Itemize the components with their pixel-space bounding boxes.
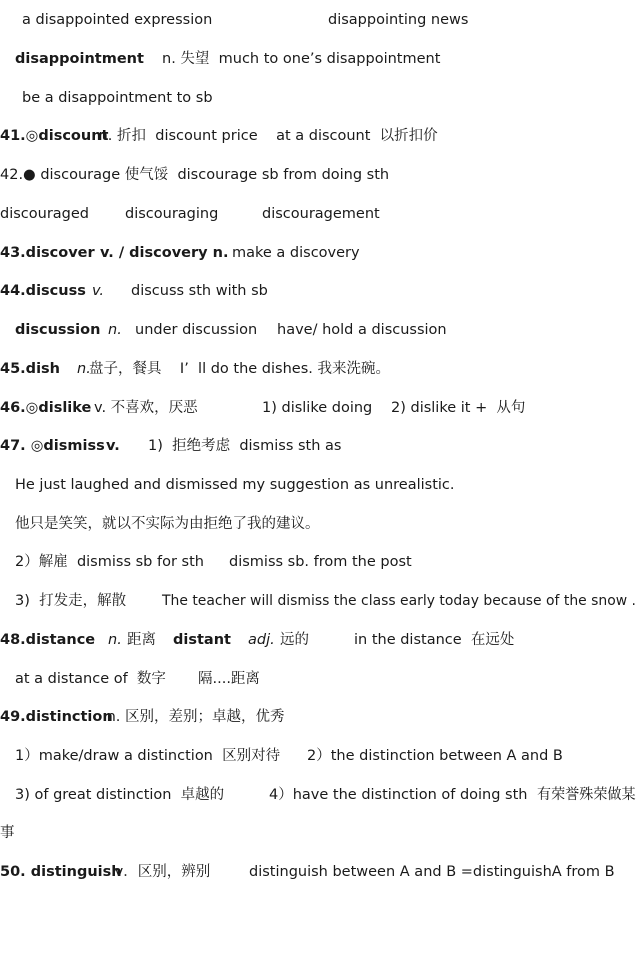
headword: 46.◎dislike <box>0 400 92 416</box>
definition: 远的 <box>280 632 309 648</box>
definition: 盘子，餐具 I’ ll do the dishes. 我来洗碗。 <box>89 361 390 377</box>
distinction-usage-2 <box>0 785 640 805</box>
entry-43 <box>0 243 640 263</box>
distinction-usage-1 <box>0 746 640 766</box>
phrase: 隔....距离 <box>198 671 260 687</box>
headword: 49.distinction <box>0 709 113 725</box>
usage: 2）解雇 dismiss sb for sth <box>15 554 204 570</box>
definition: v．区别，辨别 <box>110 864 211 880</box>
usage: 2) dislike it + 从句 <box>391 400 526 416</box>
headword: 43.discover <box>0 245 95 261</box>
entry-47 <box>0 436 640 456</box>
entry-49 <box>0 707 640 727</box>
sentence: He just laughed and dismissed my suggestion as unrealistic. <box>15 477 455 493</box>
dismiss-sense-2 <box>0 552 640 572</box>
usage: 3) of great distinction 卓越的 <box>15 787 225 803</box>
phrase: have/ hold a discussion <box>277 322 447 338</box>
line-discussion <box>0 320 640 340</box>
usage: 有荣誉殊荣做某 <box>537 787 636 803</box>
usage: dismiss sb. from the post <box>229 554 412 570</box>
line-disappointed <box>0 10 640 30</box>
dismiss-sense-3 <box>0 591 640 611</box>
part-of-speech: v. / discovery n. <box>100 245 229 261</box>
phrase: disappointing news <box>328 12 469 28</box>
example-sentence <box>0 475 640 495</box>
phrase: under discussion <box>135 322 258 338</box>
usage: 1) 拒绝考虑 dismiss sth as <box>148 438 342 454</box>
entry-42 <box>0 165 640 185</box>
headword: 45.dish <box>0 361 60 377</box>
headword: 48.distance <box>0 632 96 648</box>
usage: 事 <box>0 825 15 841</box>
usage: 1）make/draw a distinction 区别对待 <box>15 748 281 764</box>
part-of-speech: adj. <box>248 632 275 648</box>
phrase: make a discovery <box>232 245 360 261</box>
entry-46 <box>0 398 640 418</box>
part-of-speech: n. <box>77 361 91 377</box>
entry-41 <box>0 126 640 146</box>
headword: disappointment <box>15 51 144 67</box>
sentence: The teacher will dismiss the class early today because of the snow . <box>162 593 636 609</box>
definition: n. 折扣 discount price at a discount 以折扣价 <box>94 128 438 144</box>
headword: discussion <box>15 322 101 338</box>
entry-44 <box>0 281 640 301</box>
phrase: in the distance 在远处 <box>354 632 515 648</box>
usage: distinguish between A and B =distinguishA from B <box>249 864 615 880</box>
headword: 41.◎discount <box>0 128 109 144</box>
phrase: at a distance of 数字 <box>15 671 166 687</box>
distance-phrase <box>0 669 640 689</box>
part-of-speech: v. <box>92 283 105 299</box>
definition: n. 区别，差别；卓越，优秀 <box>102 709 285 725</box>
line-disappointment <box>0 49 640 69</box>
phrase: be a disappointment to sb <box>22 90 213 106</box>
usage: 3) 打发走，解散 <box>15 593 127 609</box>
part-of-speech: n. <box>108 632 122 648</box>
line-discourage-forms <box>0 204 640 224</box>
entry-45 <box>0 359 640 379</box>
word-form: discouraging <box>125 206 219 222</box>
line-disappointment-phrase <box>0 88 640 108</box>
entry-48 <box>0 630 640 650</box>
word-form: discouraged <box>0 206 89 222</box>
headword-line: 42.● discourage 使气馁 discourage sb from doing sth <box>0 167 390 183</box>
example-translation <box>0 514 640 534</box>
distinction-usage-2-wrap <box>0 823 640 843</box>
sentence: 他只是笑笑，就以不实际为由拒绝了我的建议。 <box>15 516 320 532</box>
entry-50 <box>0 862 640 882</box>
definition: 距离 <box>127 632 156 648</box>
part-of-speech: n. <box>108 322 122 338</box>
phrase: a disappointed expression <box>22 12 213 28</box>
phrase: discuss sth with sb <box>131 283 268 299</box>
headword: distant <box>173 632 231 648</box>
part-of-speech: v. <box>106 438 120 454</box>
headword: 47. ◎dismiss <box>0 438 105 454</box>
definition: v. 不喜欢，厌恶 <box>94 400 198 416</box>
headword: 44.discuss <box>0 283 86 299</box>
usage: 4）have the distinction of doing sth <box>269 787 528 803</box>
word-form: discouragement <box>262 206 380 222</box>
headword: 50. distinguish <box>0 864 122 880</box>
usage: 1) dislike doing <box>262 400 373 416</box>
usage: 2）the distinction between A and B <box>307 748 563 764</box>
definition: n. 失望 much to one’s disappointment <box>162 51 441 67</box>
